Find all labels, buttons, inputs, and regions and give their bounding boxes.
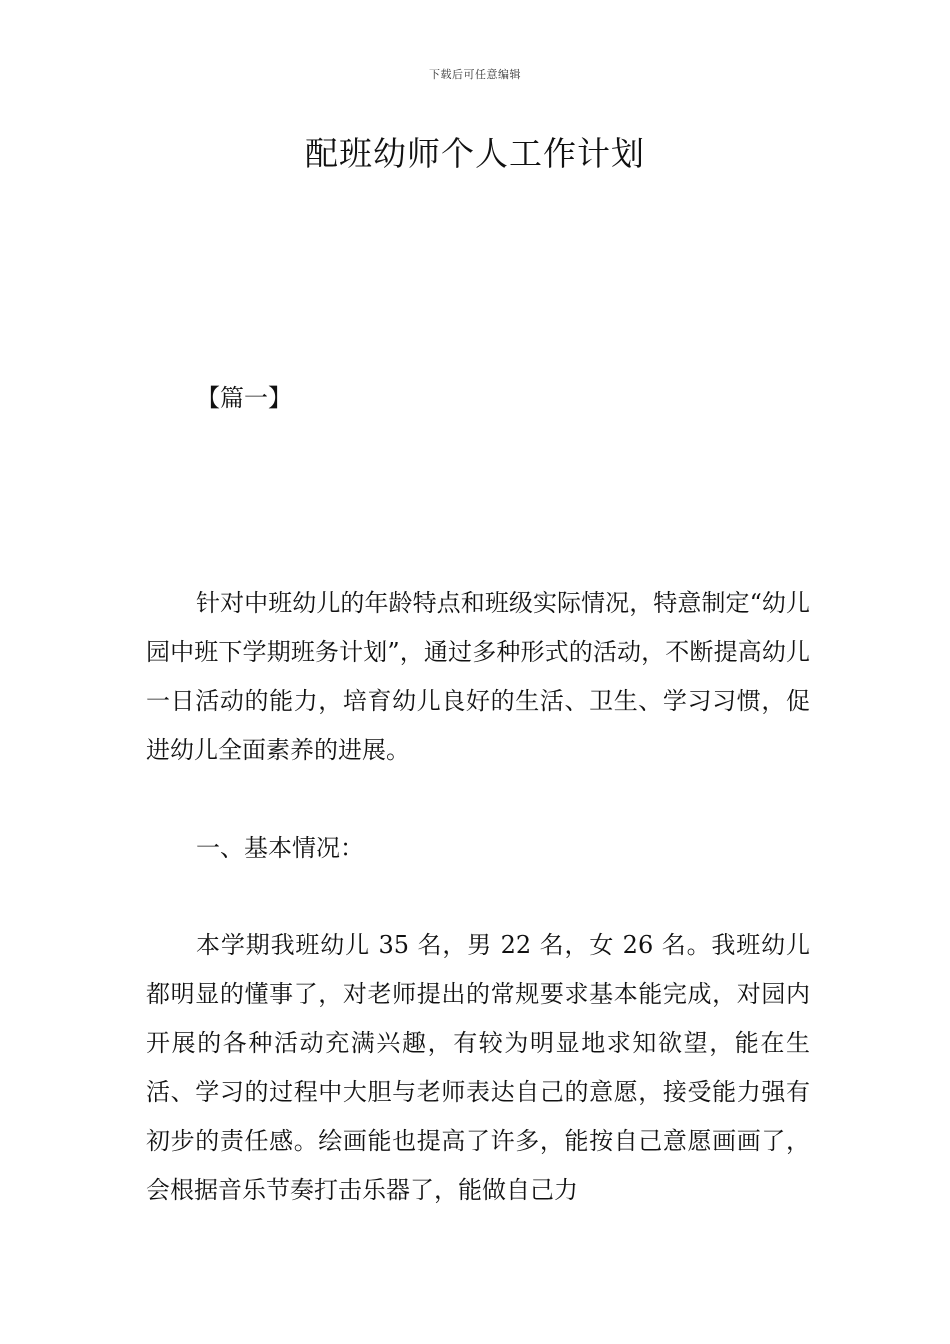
body-paragraph-basic-situation: 本学期我班幼儿 35 名，男 22 名，女 26 名。我班幼儿都明显的懂事了，对老师提出的常规要求基本能完成，对园内开展的各种活动充满兴趣，有较为明显地求知欲望，能在生活、学习的过程中大胆与老师表达自己的意愿，接受能力强有初步的责任感。绘画能也提高了许多，能按自己意愿画画了，会根据音乐节奏打击乐器了，能做自己力	[146, 931, 810, 1204]
header-note: 下载后可任意编辑	[429, 68, 521, 81]
body-paragraph-intro: 针对中班幼儿的年龄特点和班级实际情况，特意制定“幼儿园中班下学期班务计划”，通过多种形式的活动，不断提高幼儿一日活动的能力，培育幼儿良好的生活、卫生、学习习惯，促进幼儿全面素养的进展。	[146, 589, 810, 764]
page-title: 配班幼师个人工作计划	[305, 134, 645, 173]
section-heading-basic-situation: 一、基本情况：	[196, 834, 364, 862]
section-tag: 【篇一】	[196, 384, 292, 412]
